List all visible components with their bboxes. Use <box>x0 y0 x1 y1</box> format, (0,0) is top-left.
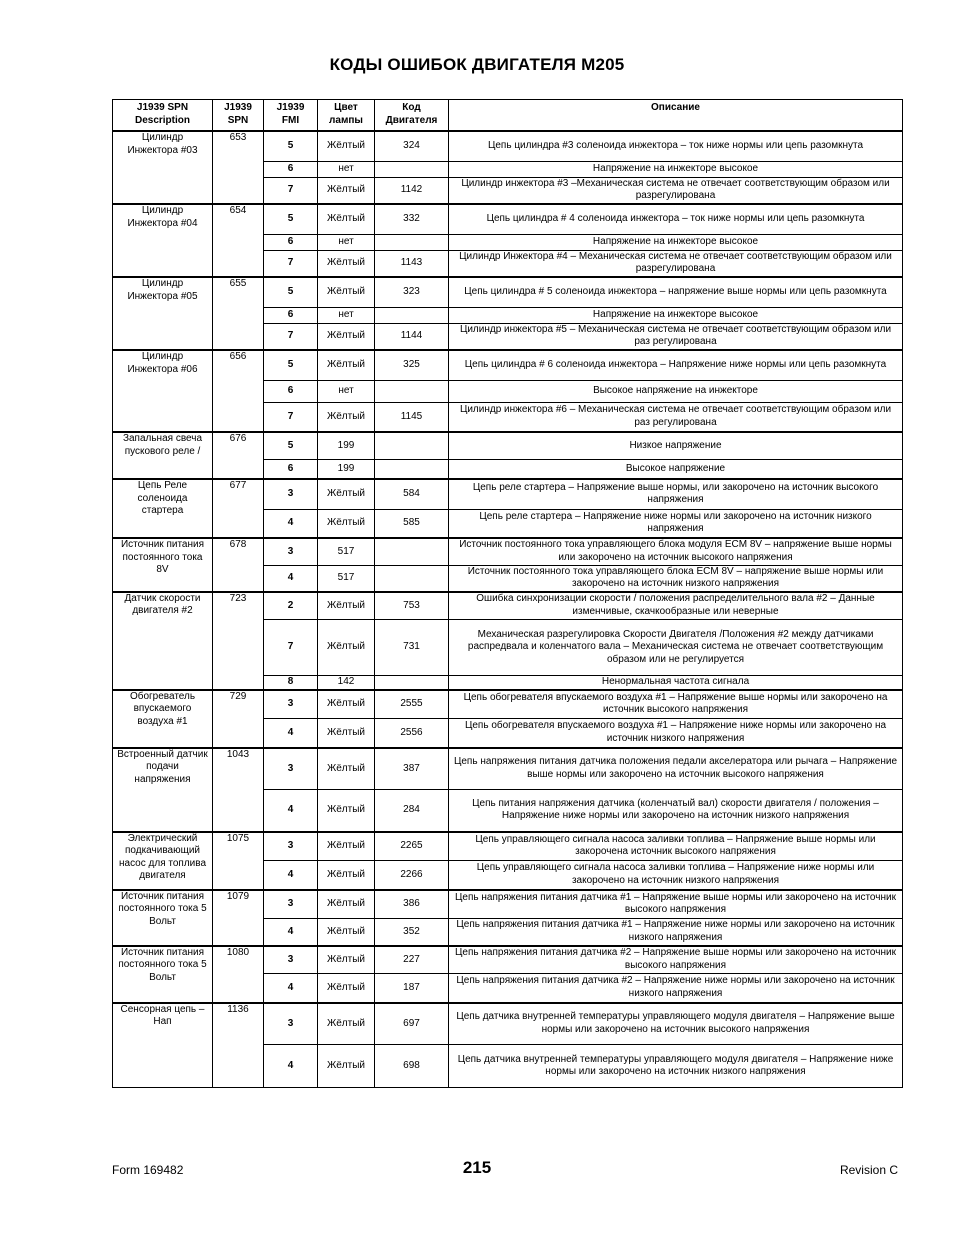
description-cell: Цилиндр инжектора #6 – Механическая система не отвечает соответствующим образом или раз регулирована <box>449 402 903 432</box>
spn-description-cell: Цилиндр Инжектора #04 <box>113 204 213 277</box>
spn-description-cell: Запальная свеча пускового реле / <box>113 432 213 479</box>
fmi-cell: 4 <box>264 861 318 890</box>
fmi-cell: 3 <box>264 690 318 719</box>
lamp-color-cell: Жёлтый <box>318 919 375 946</box>
spn-description-cell: Источник питания постоянного тока 5 Вольт <box>113 946 213 1003</box>
spn-cell: 653 <box>213 131 264 204</box>
header-lamp-color: Цвет лампы <box>318 100 375 132</box>
fmi-cell: 4 <box>264 565 318 592</box>
engine-code-cell: 731 <box>375 620 449 676</box>
description-cell: Ошибка синхронизации скорости / положения распределительного вала #2 – Данные изменчивые, скачкообразные или неверные <box>449 592 903 620</box>
spn-cell: 654 <box>213 204 264 277</box>
engine-code-cell: 585 <box>375 509 449 538</box>
lamp-color-cell: 517 <box>318 538 375 565</box>
fmi-cell: 2 <box>264 592 318 620</box>
fmi-cell: 6 <box>264 380 318 402</box>
spn-description-cell: Цилиндр Инжектора #03 <box>113 131 213 204</box>
lamp-color-cell: нет <box>318 234 375 250</box>
header-spn: J1939 SPN <box>213 100 264 132</box>
table-row <box>113 690 903 719</box>
lamp-color-cell: Жёлтый <box>318 861 375 890</box>
engine-code-cell <box>375 380 449 402</box>
description-cell: Цепь напряжения питания датчика #2 – Напряжение ниже нормы или закорочено на источник низкого напряжения <box>449 974 903 1003</box>
lamp-color-cell: Жёлтый <box>318 620 375 676</box>
spn-description-cell: Источник питания постоянного тока 5 Вольт <box>113 890 213 946</box>
fmi-cell: 4 <box>264 919 318 946</box>
table-row <box>113 890 903 919</box>
spn-cell: 1043 <box>213 748 264 832</box>
fmi-cell: 3 <box>264 890 318 919</box>
spn-cell: 1080 <box>213 946 264 1003</box>
engine-code-cell: 1144 <box>375 323 449 350</box>
fmi-cell: 4 <box>264 974 318 1003</box>
fmi-cell: 3 <box>264 1003 318 1045</box>
lamp-color-cell: Жёлтый <box>318 1045 375 1088</box>
table-body <box>113 131 903 1088</box>
lamp-color-cell: 517 <box>318 565 375 592</box>
fmi-cell: 8 <box>264 676 318 690</box>
engine-code-cell <box>375 161 449 177</box>
description-cell: Цепь цилиндра #3 соленоида инжектора – ток ниже нормы или цепь разомкнута <box>449 131 903 161</box>
fmi-cell: 4 <box>264 719 318 748</box>
engine-code-cell: 323 <box>375 277 449 307</box>
lamp-color-cell: Жёлтый <box>318 974 375 1003</box>
fmi-cell: 7 <box>264 323 318 350</box>
fmi-cell: 6 <box>264 234 318 250</box>
fmi-cell: 5 <box>264 277 318 307</box>
fmi-cell: 3 <box>264 538 318 565</box>
engine-code-cell: 284 <box>375 790 449 832</box>
spn-cell: 677 <box>213 479 264 538</box>
spn-description-cell: Цилиндр Инжектора #06 <box>113 350 213 432</box>
fmi-cell: 6 <box>264 459 318 479</box>
description-cell: Цепь управляющего сигнала насоса заливки топлива – Напряжение ниже нормы или закорочено на источник низкого напряжения <box>449 861 903 890</box>
table-row <box>113 432 903 459</box>
table-row <box>113 946 903 974</box>
description-cell: Цепь управляющего сигнала насоса заливки топлива – Напряжение выше нормы или закорочена источник высокого напряжения <box>449 832 903 861</box>
engine-code-cell: 697 <box>375 1003 449 1045</box>
table-row <box>113 538 903 565</box>
spn-description-cell: Электрический подкачивающий насос для топлива двигателя <box>113 832 213 890</box>
lamp-color-cell: Жёлтый <box>318 790 375 832</box>
description-cell: Цилиндр инжектора #3 –Механическая система не отвечает соответствующим образом или разрегулирована <box>449 177 903 204</box>
description-cell: Цепь питания напряжения датчика (коленчатый вал) скорости двигателя / положения – Напряжение ниже нормы или закорочено на источник низкого напряжения <box>449 790 903 832</box>
fmi-cell: 4 <box>264 1045 318 1088</box>
table-row <box>113 832 903 861</box>
engine-code-cell: 2556 <box>375 719 449 748</box>
description-cell: Цепь обогревателя впускаемого воздуха #1 – Напряжение ниже нормы или закорочено на источник низкого напряжения <box>449 719 903 748</box>
header-spn-description: J1939 SPN Description <box>113 100 213 132</box>
table-row <box>113 350 903 380</box>
description-cell: Цепь напряжения питания датчика положения педали акселератора или рычага – Напряжение выше нормы или закорочено на источник высокого напряжения <box>449 748 903 790</box>
description-cell: Цепь датчика внутренней температуры управляющего модуля двигателя – Напряжение ниже нормы или закорочено на источник низкого напряжения <box>449 1045 903 1088</box>
engine-code-cell: 2265 <box>375 832 449 861</box>
description-cell: Высокое напряжение на инжекторе <box>449 380 903 402</box>
engine-code-cell <box>375 459 449 479</box>
fmi-cell: 7 <box>264 177 318 204</box>
spn-description-cell: Сенсорная цепь – Нап <box>113 1003 213 1088</box>
description-cell: Цилиндр инжектора #5 – Механическая система не отвечает соответствующим образом или раз регулирована <box>449 323 903 350</box>
description-cell: Напряжение на инжекторе высокое <box>449 234 903 250</box>
lamp-color-cell: Жёлтый <box>318 890 375 919</box>
spn-description-cell: Цепь Реле соленоида стартера <box>113 479 213 538</box>
lamp-color-cell: Жёлтый <box>318 1003 375 1045</box>
spn-cell: 656 <box>213 350 264 432</box>
lamp-color-cell: нет <box>318 307 375 323</box>
fmi-cell: 4 <box>264 509 318 538</box>
fault-codes-table <box>112 99 903 1088</box>
spn-description-cell: Встроенный датчик подачи напряжения <box>113 748 213 832</box>
lamp-color-cell: Жёлтый <box>318 690 375 719</box>
description-cell: Высокое напряжение <box>449 459 903 479</box>
lamp-color-cell: 142 <box>318 676 375 690</box>
description-cell: Цепь цилиндра # 4 соленоида инжектора – ток ниже нормы или цепь разомкнута <box>449 204 903 234</box>
table-row <box>113 592 903 620</box>
lamp-color-cell: Жёлтый <box>318 832 375 861</box>
description-cell: Цепь датчика внутренней температуры управляющего модуля двигателя – Напряжение выше нормы или закорочено на источник высокого напряжения <box>449 1003 903 1045</box>
spn-description-cell: Цилиндр Инжектора #05 <box>113 277 213 350</box>
lamp-color-cell: Жёлтый <box>318 350 375 380</box>
description-cell: Цепь цилиндра # 5 соленоида инжектора – напряжение выше нормы или цепь разомкнута <box>449 277 903 307</box>
table-row <box>113 204 903 234</box>
fmi-cell: 3 <box>264 479 318 509</box>
table-row <box>113 131 903 161</box>
engine-code-cell: 387 <box>375 748 449 790</box>
engine-code-cell: 698 <box>375 1045 449 1088</box>
spn-description-cell: Датчик скорости двигателя #2 <box>113 592 213 690</box>
revision: Revision C <box>839 1163 898 1177</box>
spn-cell: 1136 <box>213 1003 264 1088</box>
fmi-cell: 6 <box>264 161 318 177</box>
description-cell: Цепь обогревателя впускаемого воздуха #1 – Напряжение выше нормы или закорочено на источник высокого напряжения <box>449 690 903 719</box>
engine-code-cell <box>375 538 449 565</box>
description-cell: Механическая разрегулировка Скорости Двигателя /Положения #2 между датчиками распредвала и коленчатого вала – Механическая система не отвечает соответствующим образом или не регулируется <box>449 620 903 676</box>
lamp-color-cell: Жёлтый <box>318 131 375 161</box>
lamp-color-cell: Жёлтый <box>318 204 375 234</box>
page-number: 215 <box>462 1158 492 1177</box>
description-cell: Цепь напряжения питания датчика #2 – Напряжение выше нормы или закорочено на источник высокого напряжения <box>449 946 903 974</box>
engine-code-cell: 324 <box>375 131 449 161</box>
engine-code-cell: 332 <box>375 204 449 234</box>
fmi-cell: 3 <box>264 748 318 790</box>
table-row <box>113 277 903 307</box>
table-row <box>113 479 903 509</box>
spn-description-cell: Источник питания постоянного тока 8V <box>113 538 213 592</box>
engine-code-cell <box>375 676 449 690</box>
lamp-color-cell: Жёлтый <box>318 592 375 620</box>
engine-code-cell: 1142 <box>375 177 449 204</box>
lamp-color-cell: Жёлтый <box>318 946 375 974</box>
engine-code-cell <box>375 565 449 592</box>
lamp-color-cell: Жёлтый <box>318 277 375 307</box>
fmi-cell: 7 <box>264 250 318 277</box>
fmi-cell: 5 <box>264 131 318 161</box>
description-cell: Источник постоянного тока управляющего блока ECM 8V – напряжение выше нормы или закорочено на источник низкого напряжения <box>449 565 903 592</box>
description-cell: Цепь реле стартера – Напряжение выше нормы, или закорочено на источник высокого напряжения <box>449 479 903 509</box>
description-cell: Низкое напряжение <box>449 432 903 459</box>
spn-cell: 1075 <box>213 832 264 890</box>
engine-code-cell: 2555 <box>375 690 449 719</box>
engine-code-cell: 227 <box>375 946 449 974</box>
fmi-cell: 7 <box>264 402 318 432</box>
fmi-cell: 5 <box>264 350 318 380</box>
fmi-cell: 3 <box>264 832 318 861</box>
header-fmi: J1939 FMI <box>264 100 318 132</box>
lamp-color-cell: нет <box>318 161 375 177</box>
engine-code-cell: 1145 <box>375 402 449 432</box>
spn-description-cell: Обогреватель впускаемого воздуха #1 <box>113 690 213 748</box>
fmi-cell: 3 <box>264 946 318 974</box>
spn-cell: 723 <box>213 592 264 690</box>
engine-code-cell: 187 <box>375 974 449 1003</box>
description-cell: Цепь напряжения питания датчика #1 – Напряжение ниже нормы или закорочено на источник низкого напряжения <box>449 919 903 946</box>
lamp-color-cell: Жёлтый <box>318 402 375 432</box>
engine-code-cell: 584 <box>375 479 449 509</box>
lamp-color-cell: Жёлтый <box>318 748 375 790</box>
lamp-color-cell: Жёлтый <box>318 250 375 277</box>
description-cell: Напряжение на инжекторе высокое <box>449 307 903 323</box>
lamp-color-cell: нет <box>318 380 375 402</box>
engine-code-cell: 352 <box>375 919 449 946</box>
spn-cell: 655 <box>213 277 264 350</box>
engine-code-cell <box>375 432 449 459</box>
spn-cell: 678 <box>213 538 264 592</box>
table-row <box>113 1003 903 1045</box>
description-cell: Ненормальная частота сигнала <box>449 676 903 690</box>
description-cell: Цилиндр Инжектора #4 – Механическая система не отвечает соответствующим образом или разрегулирована <box>449 250 903 277</box>
header-row <box>113 100 903 132</box>
description-cell: Цепь цилиндра # 6 соленоида инжектора – Напряжение ниже нормы или цепь разомкнута <box>449 350 903 380</box>
fmi-cell: 5 <box>264 204 318 234</box>
engine-code-cell: 2266 <box>375 861 449 890</box>
lamp-color-cell: Жёлтый <box>318 479 375 509</box>
header-engine-code: Код Двигателя <box>375 100 449 132</box>
engine-code-cell: 386 <box>375 890 449 919</box>
fmi-cell: 6 <box>264 307 318 323</box>
description-cell: Источник постоянного тока управляющего блока модуля ECM 8V – напряжение выше нормы или закорочено на источник высокого напряжения <box>449 538 903 565</box>
spn-cell: 676 <box>213 432 264 479</box>
engine-code-cell <box>375 307 449 323</box>
form-number: Form 169482 <box>112 1163 184 1177</box>
fmi-cell: 7 <box>264 620 318 676</box>
fmi-cell: 4 <box>264 790 318 832</box>
table-row <box>113 748 903 790</box>
header-description: Описание <box>449 100 903 132</box>
lamp-color-cell: 199 <box>318 432 375 459</box>
spn-cell: 1079 <box>213 890 264 946</box>
page-title: КОДЫ ОШИБОК ДВИГАТЕЛЯ М205 <box>329 55 625 74</box>
fmi-cell: 5 <box>264 432 318 459</box>
spn-cell: 729 <box>213 690 264 748</box>
engine-code-cell: 325 <box>375 350 449 380</box>
description-cell: Цепь напряжения питания датчика #1 – Напряжение выше нормы или закорочено на источник высокого напряжения <box>449 890 903 919</box>
description-cell: Цепь реле стартера – Напряжение ниже нормы или закорочено на источник низкого напряжения <box>449 509 903 538</box>
engine-code-cell <box>375 234 449 250</box>
lamp-color-cell: Жёлтый <box>318 719 375 748</box>
lamp-color-cell: Жёлтый <box>318 177 375 204</box>
lamp-color-cell: Жёлтый <box>318 323 375 350</box>
lamp-color-cell: Жёлтый <box>318 509 375 538</box>
engine-code-cell: 1143 <box>375 250 449 277</box>
description-cell: Напряжение на инжекторе высокое <box>449 161 903 177</box>
engine-code-cell: 753 <box>375 592 449 620</box>
lamp-color-cell: 199 <box>318 459 375 479</box>
